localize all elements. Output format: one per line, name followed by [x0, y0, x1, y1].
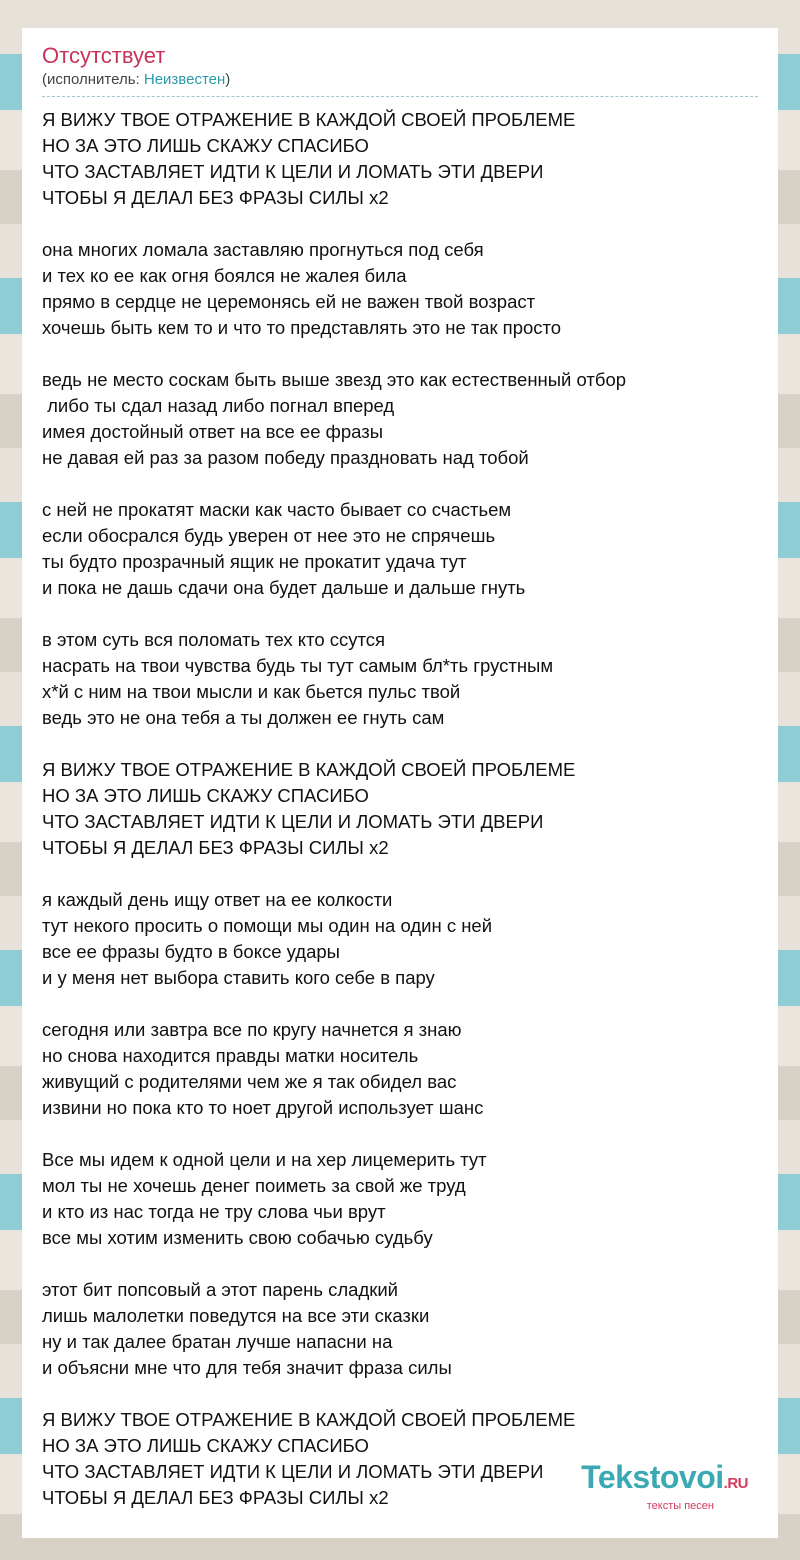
lyrics-line: хочешь быть кем то и что то представлять это не так просто [42, 317, 562, 338]
lyrics-line: Я ВИЖУ ТВОЕ ОТРАЖЕНИЕ В КАЖДОЙ СВОЕЙ ПРОБЛЕМЕ [42, 109, 576, 130]
lyrics-line: и тех ко ее как огня боялся не жалея била [42, 265, 407, 286]
lyrics-stanza [42, 757, 758, 861]
lyrics-line: НО ЗА ЭТО ЛИШЬ СКАЖУ СПАСИБО [42, 135, 369, 156]
lyrics-line: насрать на твои чувства будь ты тут самым бл*ть грустным [42, 655, 554, 676]
lyrics-line: Я ВИЖУ ТВОЕ ОТРАЖЕНИЕ В КАЖДОЙ СВОЕЙ ПРОБЛЕМЕ [42, 1409, 576, 1430]
lyrics-line: Все мы идем к одной цели и на хер лицемерить тут [42, 1149, 487, 1170]
lyrics-line: прямо в сердце не церемонясь ей не важен твой возраст [42, 291, 536, 312]
lyrics-line: ЧТОБЫ Я ДЕЛАЛ БЕЗ ФРАЗЫ СИЛЫ x2 [42, 187, 389, 208]
lyrics-line: извини но пока кто то ноет другой использует шанс [42, 1097, 484, 1118]
lyrics-line: мол ты не хочешь денег поиметь за свой же труд [42, 1175, 466, 1196]
lyrics-line: но снова находится правды матки носитель [42, 1045, 419, 1066]
lyrics-line: ЧТО ЗАСТАВЛЯЕТ ИДТИ К ЦЕЛИ И ЛОМАТЬ ЭТИ ДВЕРИ [42, 1461, 544, 1482]
lyrics-line: не давая ей раз за разом победу праздновать над тобой [42, 447, 529, 468]
lyrics-stanza [42, 627, 758, 731]
lyrics-line: лишь малолетки поведутся на все эти сказки [42, 1305, 430, 1326]
lyrics-line: все мы хотим изменить свою собачью судьбу [42, 1227, 433, 1248]
lyrics-line: и у меня нет выбора ставить кого себе в пару [42, 967, 435, 988]
lyrics-line: ведь это не она тебя а ты должен ее гнуть сам [42, 707, 445, 728]
artist-link[interactable]: Неизвестен [143, 71, 226, 88]
lyrics-stanza [42, 887, 758, 991]
lyrics-line: Я ВИЖУ ТВОЕ ОТРАЖЕНИЕ В КАЖДОЙ СВОЕЙ ПРОБЛЕМЕ [42, 759, 576, 780]
lyrics-line: ЧТО ЗАСТАВЛЯЕТ ИДТИ К ЦЕЛИ И ЛОМАТЬ ЭТИ ДВЕРИ [42, 161, 544, 182]
lyrics-line: ты будто прозрачный ящик не прокатит удача тут [42, 551, 467, 572]
artist-line [42, 70, 758, 97]
lyrics-line: ЧТО ЗАСТАВЛЯЕТ ИДТИ К ЦЕЛИ И ЛОМАТЬ ЭТИ ДВЕРИ [42, 811, 544, 832]
lyrics-line: и пока не дашь сдачи она будет дальше и дальше гнуть [42, 577, 526, 598]
lyrics-stanza [42, 367, 758, 471]
lyrics-line: ведь не место соскам быть выше звезд это как естественный отбор [42, 369, 627, 390]
lyrics-line: она многих ломала заставляю прогнуться под себя [42, 239, 484, 260]
logo-wordmark: Tekstovoi.RU [581, 1459, 748, 1495]
artist-prefix: (исполнитель: [42, 71, 144, 88]
lyrics-line: имея достойный ответ на все ее фразы [42, 421, 384, 442]
logo-tagline: тексты песен [646, 1500, 714, 1512]
lyrics-line: ЧТОБЫ Я ДЕЛАЛ БЕЗ ФРАЗЫ СИЛЫ x2 [42, 837, 389, 858]
lyrics-card [22, 28, 778, 1538]
lyrics-line: сегодня или завтра все по кругу начнется я знаю [42, 1019, 462, 1040]
lyrics-line: ЧТОБЫ Я ДЕЛАЛ БЕЗ ФРАЗЫ СИЛЫ x2 [42, 1487, 389, 1508]
lyrics-stanza [42, 107, 758, 211]
lyrics-line: ну и так далее братан лучше напасни на [42, 1331, 393, 1352]
lyrics-stanza [42, 497, 758, 601]
lyrics-line: и кто из нас тогда не тру слова чьи врут [42, 1201, 386, 1222]
lyrics-line: НО ЗА ЭТО ЛИШЬ СКАЖУ СПАСИБО [42, 785, 369, 806]
lyrics-line: тут некого просить о помощи мы один на один с ней [42, 915, 493, 936]
song-title: Отсутствует [42, 43, 166, 68]
lyrics-line: х*й с ним на твои мысли и как бьется пульс твой [42, 681, 461, 702]
lyrics-line: в этом суть вся поломать тех кто ссутся [42, 629, 386, 650]
lyrics-stanza [42, 1147, 758, 1251]
lyrics-body [42, 107, 758, 1511]
lyrics-line: живущий с родителями чем же я так обидел вас [42, 1071, 457, 1092]
lyrics-line: с ней не прокатят маски как часто бывает со счастьем [42, 499, 512, 520]
logo-tld: .RU [723, 1475, 748, 1492]
site-logo[interactable] [581, 1461, 748, 1512]
lyrics-line: этот бит попсовый а этот парень сладкий [42, 1279, 398, 1300]
lyrics-stanza [42, 1017, 758, 1121]
lyrics-line: либо ты сдал назад либо погнал вперед [42, 395, 395, 416]
lyrics-line: все ее фразы будто в боксе удары [42, 941, 340, 962]
artist-suffix: ) [225, 71, 231, 88]
lyrics-line: я каждый день ищу ответ на ее колкости [42, 889, 393, 910]
lyrics-stanza [42, 1277, 758, 1381]
lyrics-stanza [42, 237, 758, 341]
lyrics-line: НО ЗА ЭТО ЛИШЬ СКАЖУ СПАСИБО [42, 1435, 369, 1456]
lyrics-line: если обосрался будь уверен от нее это не спрячешь [42, 525, 496, 546]
lyrics-line: и объясни мне что для тебя значит фраза силы [42, 1357, 452, 1378]
